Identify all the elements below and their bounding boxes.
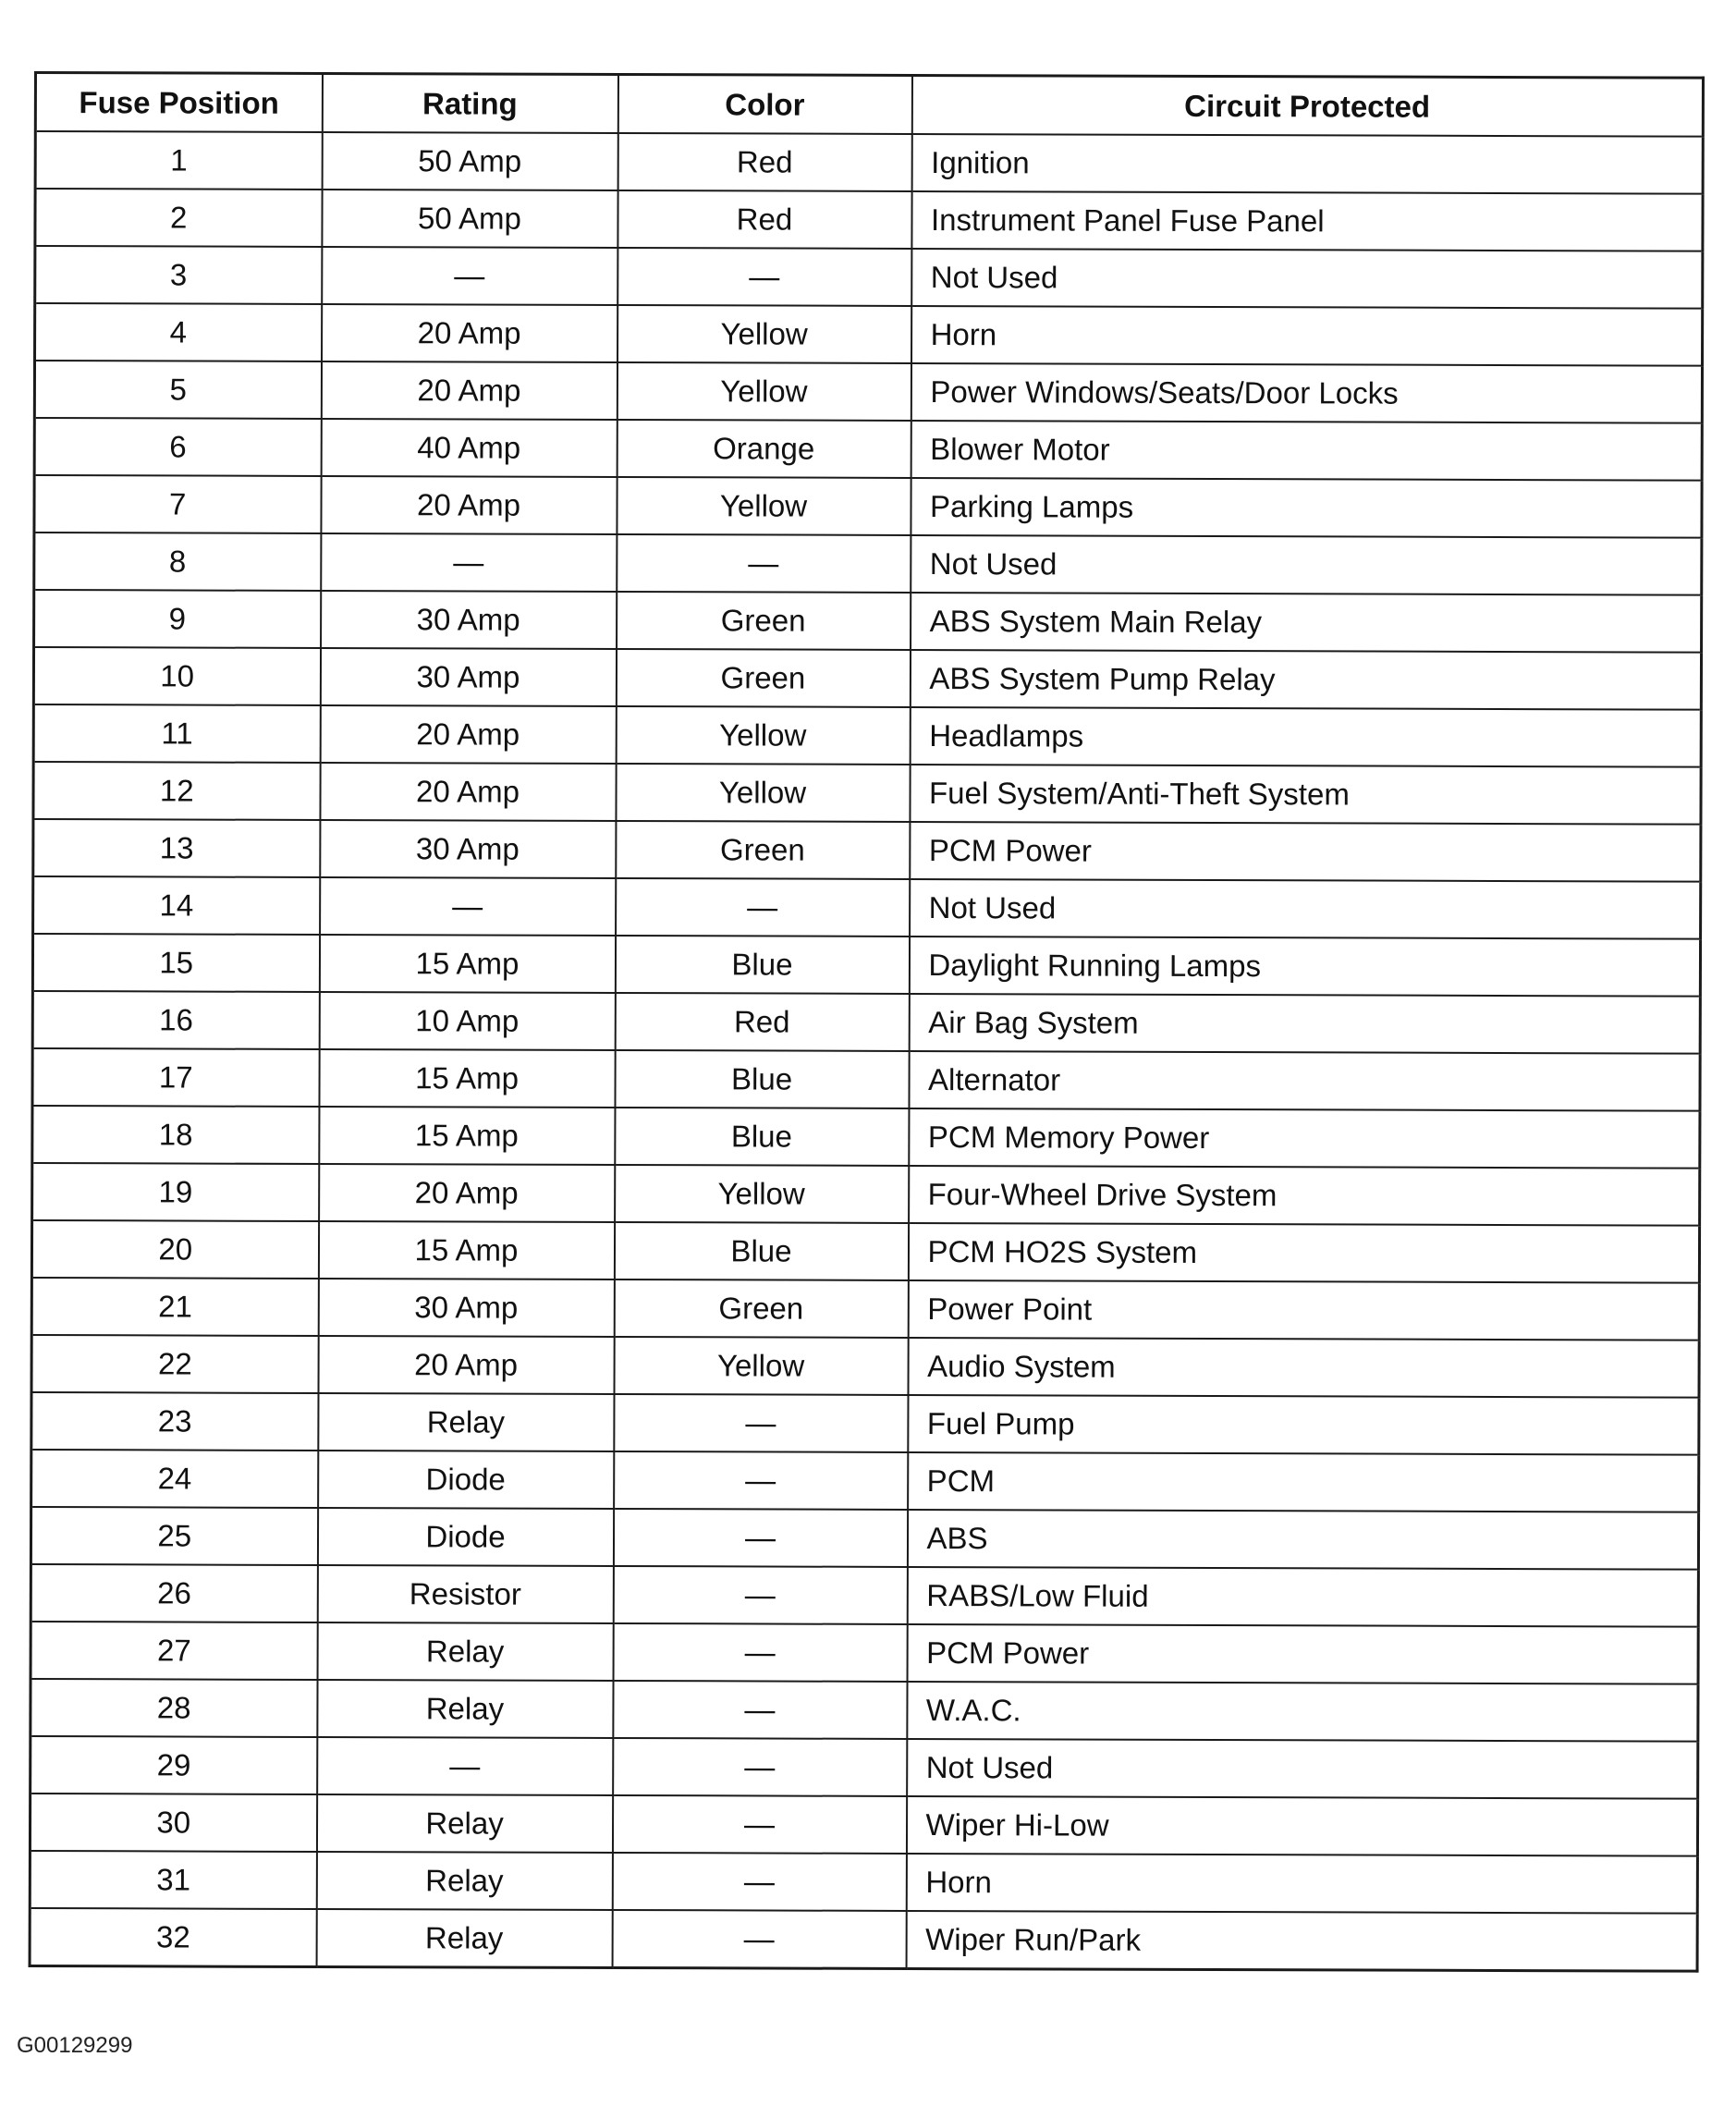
- circuit-protected-cell: Fuel Pump: [908, 1395, 1699, 1455]
- fuse-position-cell: 25: [31, 1507, 317, 1565]
- fuse-position-cell: 19: [32, 1163, 319, 1221]
- rating-cell: Relay: [316, 1909, 612, 1968]
- color-cell: —: [614, 1451, 908, 1510]
- rating-cell: 15 Amp: [319, 935, 615, 993]
- rating-cell: 50 Amp: [322, 132, 617, 190]
- color-cell: —: [613, 1566, 907, 1624]
- circuit-protected-cell: PCM Power: [910, 822, 1701, 882]
- table-row: [33, 647, 1701, 710]
- circuit-protected-cell: Not Used: [910, 879, 1701, 939]
- color-cell: —: [614, 1394, 908, 1452]
- table-row: [33, 876, 1701, 939]
- fuse-position-cell: 15: [32, 934, 319, 992]
- circuit-protected-cell: Alternator: [909, 1051, 1700, 1111]
- circuit-protected-cell: W.A.C.: [907, 1682, 1698, 1742]
- rating-cell: 10 Amp: [319, 992, 615, 1050]
- rating-cell: 30 Amp: [320, 820, 616, 878]
- color-cell: Blue: [615, 936, 909, 994]
- table-row: [35, 303, 1703, 366]
- table-row: [31, 1507, 1698, 1570]
- table-row: [34, 418, 1702, 481]
- fuse-position-cell: 10: [33, 647, 320, 705]
- color-cell: Red: [617, 190, 911, 249]
- circuit-protected-cell: RABS/Low Fluid: [907, 1567, 1698, 1627]
- circuit-protected-cell: Headlamps: [910, 707, 1701, 767]
- table-header-row: [35, 73, 1703, 137]
- circuit-protected-cell: Wiper Hi-Low: [906, 1796, 1697, 1856]
- fuse-position-cell: 9: [34, 590, 321, 648]
- color-cell: —: [616, 878, 910, 937]
- table-row: [32, 1106, 1700, 1169]
- table-row: [34, 475, 1702, 538]
- fuse-position-cell: 4: [35, 303, 322, 361]
- circuit-protected-cell: Power Windows/Seats/Door Locks: [911, 363, 1702, 423]
- rating-cell: Relay: [316, 1794, 612, 1853]
- table-row: [34, 590, 1702, 653]
- fuse-position-cell: 26: [31, 1564, 317, 1622]
- color-cell: —: [613, 1509, 907, 1567]
- fuse-position-cell: 18: [32, 1106, 319, 1164]
- fuse-position-cell: 6: [34, 418, 321, 476]
- color-cell: Blue: [615, 1050, 909, 1108]
- circuit-protected-cell: Power Point: [908, 1280, 1699, 1341]
- table-row: [31, 1564, 1698, 1627]
- table-row: [33, 704, 1701, 767]
- fuse-position-cell: 23: [31, 1392, 318, 1451]
- rating-cell: 20 Amp: [320, 705, 616, 764]
- table-row: [31, 1622, 1698, 1684]
- color-cell: Green: [616, 649, 910, 707]
- color-cell: Green: [616, 821, 910, 879]
- circuit-protected-cell: Fuel System/Anti-Theft System: [910, 765, 1701, 825]
- figure-id: G00129299: [17, 2033, 133, 2058]
- table-row: [31, 1450, 1699, 1512]
- fuse-position-cell: 5: [34, 361, 321, 419]
- color-cell: —: [612, 1853, 906, 1911]
- color-cell: Blue: [614, 1222, 908, 1280]
- table-body: [30, 131, 1703, 1971]
- color-cell: Red: [615, 993, 909, 1051]
- color-cell: —: [617, 248, 911, 306]
- rating-cell: 20 Amp: [321, 361, 617, 420]
- color-cell: —: [612, 1795, 906, 1854]
- rating-cell: 20 Amp: [321, 476, 617, 534]
- fuse-position-cell: 24: [31, 1450, 318, 1508]
- rating-cell: 30 Amp: [320, 648, 616, 706]
- table-row: [32, 991, 1700, 1054]
- color-cell: Yellow: [614, 1337, 908, 1395]
- fuse-position-cell: 11: [33, 704, 320, 763]
- table-row: [31, 1220, 1699, 1283]
- table-row: [31, 1278, 1699, 1341]
- table-row: [35, 246, 1703, 309]
- rating-cell: 20 Amp: [320, 763, 616, 821]
- header-rating: Rating: [322, 73, 617, 133]
- fuse-position-cell: 29: [31, 1736, 317, 1794]
- fuse-position-cell: 32: [30, 1908, 316, 1966]
- color-cell: —: [612, 1910, 906, 1968]
- fuse-position-cell: 27: [31, 1622, 317, 1680]
- fuse-position-cell: 3: [35, 246, 322, 304]
- rating-cell: 15 Amp: [319, 1107, 615, 1165]
- header-color: Color: [617, 74, 911, 133]
- rating-cell: Relay: [317, 1622, 613, 1681]
- color-cell: Blue: [615, 1108, 909, 1166]
- rating-cell: Relay: [316, 1852, 612, 1910]
- table-row: [31, 1335, 1699, 1398]
- circuit-protected-cell: Horn: [906, 1854, 1697, 1914]
- fuse-position-cell: 22: [31, 1335, 318, 1393]
- rating-cell: 20 Amp: [318, 1336, 614, 1394]
- table-row: [34, 533, 1702, 595]
- color-cell: Green: [614, 1279, 908, 1338]
- rating-cell: 30 Amp: [321, 591, 617, 649]
- rating-cell: 15 Amp: [319, 1049, 615, 1108]
- circuit-protected-cell: Wiper Run/Park: [906, 1911, 1697, 1971]
- table-row: [30, 1908, 1697, 1971]
- rating-cell: 20 Amp: [319, 1164, 615, 1222]
- circuit-protected-cell: Parking Lamps: [911, 478, 1702, 538]
- color-cell: Red: [617, 133, 911, 191]
- rating-cell: Relay: [318, 1393, 614, 1451]
- rating-cell: Relay: [317, 1680, 613, 1738]
- fuse-position-cell: 21: [31, 1278, 318, 1336]
- circuit-protected-cell: ABS System Pump Relay: [910, 650, 1701, 710]
- circuit-protected-cell: PCM HO2S System: [908, 1223, 1699, 1283]
- circuit-protected-cell: Daylight Running Lamps: [909, 937, 1700, 997]
- circuit-protected-cell: PCM: [908, 1452, 1699, 1512]
- circuit-protected-cell: Not Used: [911, 249, 1703, 309]
- table-row: [31, 1392, 1699, 1455]
- fuse-position-cell: 17: [32, 1048, 319, 1107]
- circuit-protected-cell: Not Used: [911, 535, 1702, 595]
- fuse-position-cell: 28: [31, 1679, 317, 1737]
- color-cell: —: [613, 1738, 907, 1796]
- circuit-protected-cell: Instrument Panel Fuse Panel: [911, 191, 1703, 251]
- circuit-protected-cell: PCM Memory Power: [909, 1108, 1700, 1169]
- circuit-protected-cell: Ignition: [911, 134, 1703, 194]
- color-cell: Yellow: [617, 362, 911, 421]
- rating-cell: —: [320, 877, 616, 936]
- fuse-position-cell: 14: [33, 876, 320, 935]
- circuit-protected-cell: Audio System: [908, 1338, 1699, 1398]
- color-cell: —: [613, 1681, 907, 1739]
- color-cell: Yellow: [617, 305, 911, 363]
- table-row: [35, 189, 1703, 251]
- rating-cell: 50 Amp: [322, 190, 617, 248]
- fuse-position-cell: 12: [33, 762, 320, 820]
- rating-cell: —: [321, 533, 617, 592]
- circuit-protected-cell: Not Used: [907, 1739, 1698, 1799]
- table-row: [30, 1794, 1697, 1856]
- fuse-position-cell: 16: [32, 991, 319, 1049]
- fuse-position-cell: 8: [34, 533, 321, 591]
- circuit-protected-cell: PCM Power: [907, 1624, 1698, 1684]
- fuse-position-cell: 1: [35, 131, 322, 190]
- table-row: [33, 819, 1701, 882]
- color-cell: Yellow: [616, 764, 910, 822]
- color-cell: —: [613, 1623, 907, 1682]
- table-row: [32, 1163, 1700, 1226]
- color-cell: Green: [617, 592, 911, 650]
- color-cell: Orange: [617, 420, 911, 478]
- table-row: [31, 1679, 1698, 1742]
- fuse-position-cell: 20: [31, 1220, 318, 1279]
- rating-cell: Diode: [317, 1508, 613, 1566]
- header-fuse-position: Fuse Position: [35, 73, 322, 132]
- rating-cell: Resistor: [317, 1565, 613, 1623]
- rating-cell: 15 Amp: [318, 1221, 614, 1279]
- table-row: [34, 361, 1702, 423]
- fuse-position-cell: 30: [30, 1794, 316, 1852]
- circuit-protected-cell: Horn: [911, 306, 1703, 366]
- header-circuit-protected: Circuit Protected: [911, 75, 1703, 136]
- color-cell: Yellow: [617, 477, 911, 535]
- rating-cell: Diode: [318, 1451, 614, 1509]
- circuit-protected-cell: Air Bag System: [909, 994, 1700, 1054]
- color-cell: Yellow: [616, 706, 910, 765]
- rating-cell: 20 Amp: [322, 304, 617, 362]
- rating-cell: —: [317, 1737, 613, 1795]
- fuse-position-cell: 13: [33, 819, 320, 877]
- table-row: [30, 1851, 1697, 1914]
- fuse-position-cell: 7: [34, 475, 321, 533]
- circuit-protected-cell: Four-Wheel Drive System: [909, 1166, 1700, 1226]
- circuit-protected-cell: ABS: [907, 1510, 1698, 1570]
- table-row: [32, 1048, 1700, 1111]
- rating-cell: —: [322, 247, 617, 305]
- rating-cell: 40 Amp: [321, 419, 617, 477]
- table-row: [33, 762, 1701, 825]
- fuse-position-cell: 2: [35, 189, 322, 247]
- circuit-protected-cell: ABS System Main Relay: [911, 593, 1702, 653]
- table-row: [32, 934, 1700, 997]
- color-cell: Yellow: [615, 1165, 909, 1223]
- rating-cell: 30 Amp: [318, 1279, 614, 1337]
- table-row: [31, 1736, 1698, 1799]
- fuse-position-cell: 31: [30, 1851, 316, 1909]
- circuit-protected-cell: Blower Motor: [911, 421, 1702, 481]
- color-cell: —: [617, 534, 911, 593]
- fuse-table: [29, 71, 1705, 1973]
- table-row: [35, 131, 1703, 194]
